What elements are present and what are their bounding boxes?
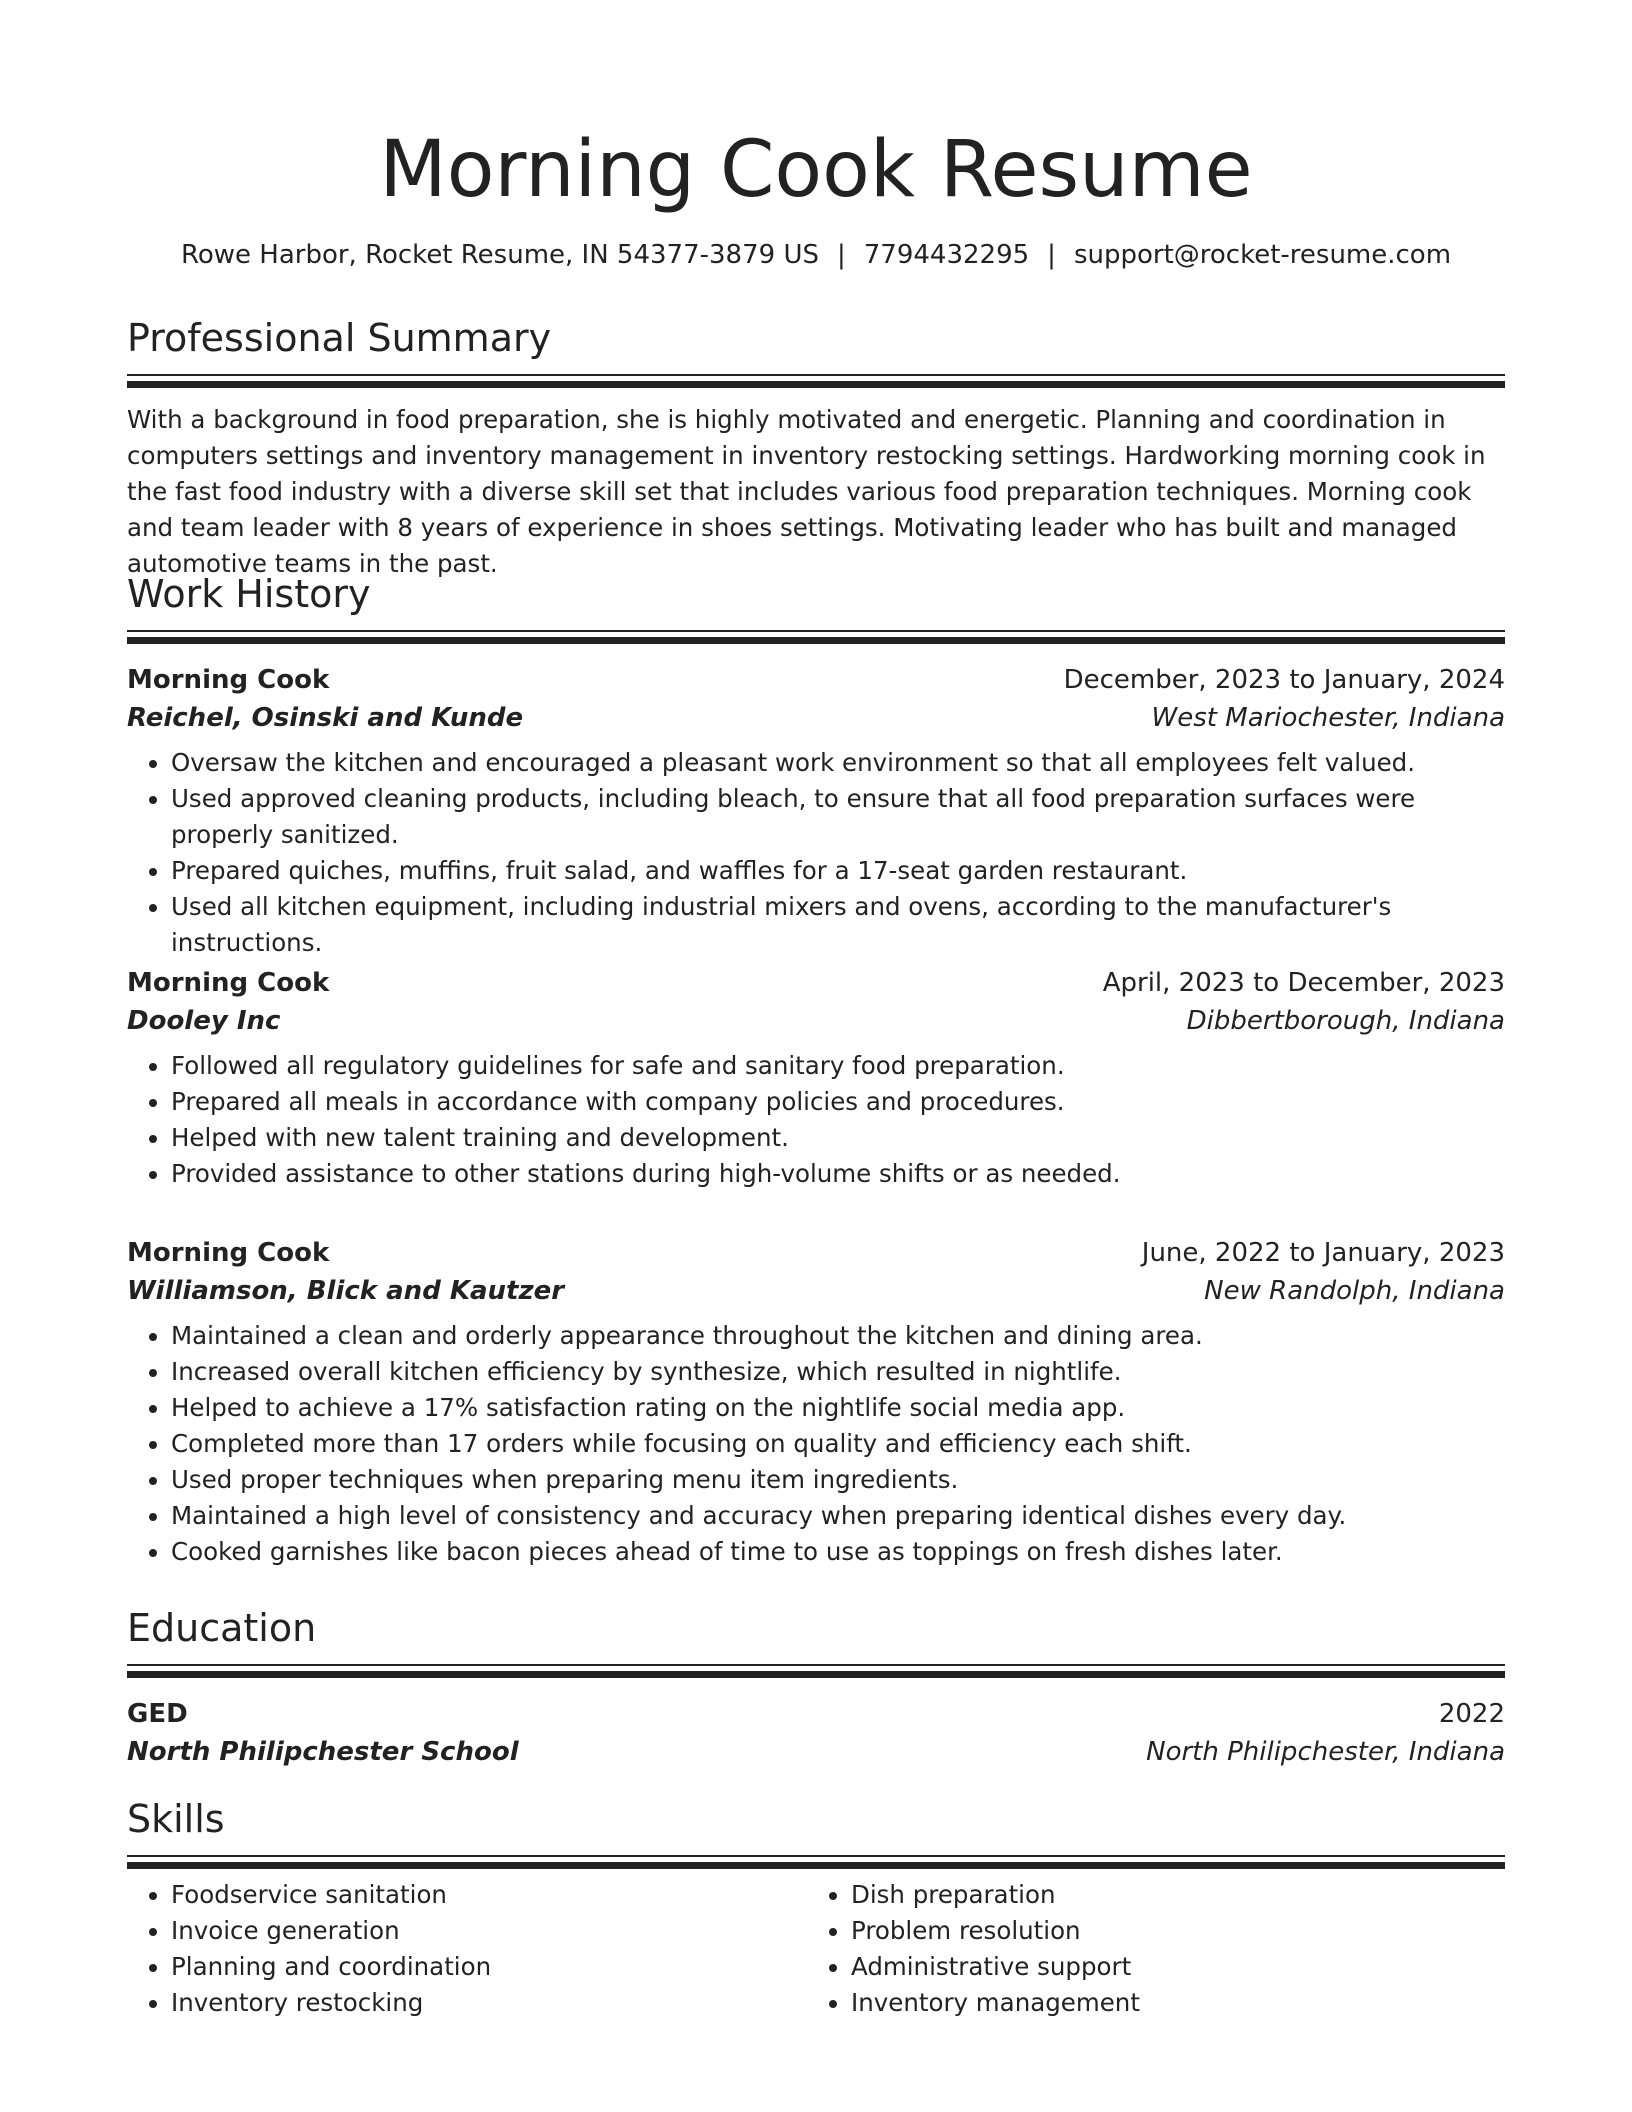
contact-email: support@rocket-resume.com bbox=[1073, 240, 1452, 270]
list-item: • Maintained a clean and orderly appearance throughout the kitchen and dining area. bbox=[171, 1318, 1505, 1354]
contact-line bbox=[127, 237, 1505, 273]
work-history-section bbox=[127, 568, 1505, 644]
list-item: • Maintained a high level of consistency and accuracy when preparing identical dishes every day. bbox=[171, 1498, 1505, 1534]
skills-section bbox=[127, 1793, 1505, 2021]
job-dates: December, 2023 to January, 2024 bbox=[1063, 665, 1505, 695]
skills-column-right bbox=[807, 1869, 1487, 2021]
section-divider bbox=[127, 1671, 1505, 1678]
list-item: • Helped with new talent training and development. bbox=[171, 1120, 1505, 1156]
contact-separator: | bbox=[836, 240, 846, 270]
job-dates: June, 2022 to January, 2023 bbox=[1141, 1238, 1505, 1268]
section-divider bbox=[127, 374, 1505, 376]
job-title: Morning Cook bbox=[127, 1238, 330, 1268]
job-entry bbox=[127, 661, 1505, 961]
section-divider bbox=[127, 1862, 1505, 1869]
education-entry bbox=[127, 1695, 1505, 1771]
list-item: • Completed more than 17 orders while focusing on quality and efficiency each shift. bbox=[171, 1426, 1505, 1462]
education-location: North Philipchester, Indiana bbox=[1146, 1737, 1505, 1767]
education-school: North Philipchester School bbox=[127, 1737, 519, 1767]
list-item: • Helped to achieve a 17% satisfaction rating on the nightlife social media app. bbox=[171, 1390, 1505, 1426]
section-heading-summary: Professional Summary bbox=[127, 316, 552, 360]
skills-list bbox=[127, 1869, 1505, 2021]
summary-section bbox=[127, 312, 1505, 582]
section-divider bbox=[127, 1664, 1505, 1666]
skill-item: • Problem resolution bbox=[851, 1913, 1487, 1949]
job-title: Morning Cook bbox=[127, 665, 330, 695]
job-title: Morning Cook bbox=[127, 968, 330, 998]
list-item: • Oversaw the kitchen and encouraged a pleasant work environment so that all employees felt valued. bbox=[171, 745, 1505, 781]
job-location: West Mariochester, Indiana bbox=[1151, 703, 1505, 733]
skill-item: • Foodservice sanitation bbox=[171, 1877, 807, 1913]
contact-address: Rowe Harbor, Rocket Resume, IN 54377-3879 US bbox=[180, 240, 819, 270]
skill-item: • Inventory management bbox=[851, 1985, 1487, 2021]
section-heading-work: Work History bbox=[127, 572, 371, 616]
section-divider bbox=[127, 630, 1505, 632]
skill-item: • Administrative support bbox=[851, 1949, 1487, 1985]
job-entry bbox=[127, 964, 1505, 1192]
skills-column-left bbox=[127, 1869, 807, 2021]
section-divider bbox=[127, 637, 1505, 644]
list-item: • Increased overall kitchen efficiency by synthesize, which resulted in nightlife. bbox=[171, 1354, 1505, 1390]
job-dates: April, 2023 to December, 2023 bbox=[1102, 968, 1505, 998]
job-location: Dibbertborough, Indiana bbox=[1186, 1006, 1505, 1036]
job-company: Williamson, Blick and Kautzer bbox=[127, 1276, 565, 1306]
list-item: • Used approved cleaning products, including bleach, to ensure that all food preparation surfaces were properly sanitized. bbox=[171, 781, 1505, 853]
skill-item: • Dish preparation bbox=[851, 1877, 1487, 1913]
section-divider bbox=[127, 381, 1505, 388]
education-section bbox=[127, 1602, 1505, 1678]
job-bullets bbox=[127, 1048, 1505, 1192]
list-item: • Followed all regulatory guidelines for safe and sanitary food preparation. bbox=[171, 1048, 1505, 1084]
job-entry bbox=[127, 1234, 1505, 1570]
list-item: • Provided assistance to other stations during high-volume shifts or as needed. bbox=[171, 1156, 1505, 1192]
skills-bullets bbox=[807, 1877, 1487, 2021]
contact-separator: | bbox=[1047, 240, 1056, 270]
summary-text: With a background in food preparation, she is highly motivated and energetic. Planning and coordination in computers settings and inventory management in inventory restocking settings. Hardworking morning cook in the fast food industry with a diverse skill set that includes various food preparation techniques. Morning cook and team leader with 8 years of experience in shoes settings. Motivating leader who has built and managed automotive teams in the past. bbox=[127, 405, 1486, 578]
resume-title: Morning Cook Resume bbox=[379, 125, 1253, 215]
section-heading-education: Education bbox=[127, 1606, 317, 1650]
contact-phone: 7794432295 bbox=[863, 240, 1030, 270]
job-company: Reichel, Osinski and Kunde bbox=[127, 703, 524, 733]
education-degree: GED bbox=[127, 1699, 188, 1729]
job-bullets bbox=[127, 1318, 1505, 1570]
education-year: 2022 bbox=[1438, 1699, 1505, 1729]
list-item: • Used proper techniques when preparing menu item ingredients. bbox=[171, 1462, 1505, 1498]
job-location: New Randolph, Indiana bbox=[1204, 1276, 1505, 1306]
skills-bullets bbox=[127, 1877, 807, 2021]
list-item: • Used all kitchen equipment, including industrial mixers and ovens, according to the manufacturer's instructions. bbox=[171, 889, 1505, 961]
section-divider bbox=[127, 1855, 1505, 1857]
job-bullets bbox=[127, 745, 1505, 961]
skill-item: • Planning and coordination bbox=[171, 1949, 807, 1985]
list-item: • Prepared all meals in accordance with company policies and procedures. bbox=[171, 1084, 1505, 1120]
list-item: • Prepared quiches, muffins, fruit salad, and waffles for a 17-seat garden restaurant. bbox=[171, 853, 1505, 889]
job-company: Dooley Inc bbox=[127, 1006, 281, 1036]
list-item: • Cooked garnishes like bacon pieces ahead of time to use as toppings on fresh dishes later. bbox=[171, 1534, 1505, 1570]
section-heading-skills: Skills bbox=[127, 1797, 225, 1841]
skill-item: • Inventory restocking bbox=[171, 1985, 807, 2021]
skill-item: • Invoice generation bbox=[171, 1913, 807, 1949]
